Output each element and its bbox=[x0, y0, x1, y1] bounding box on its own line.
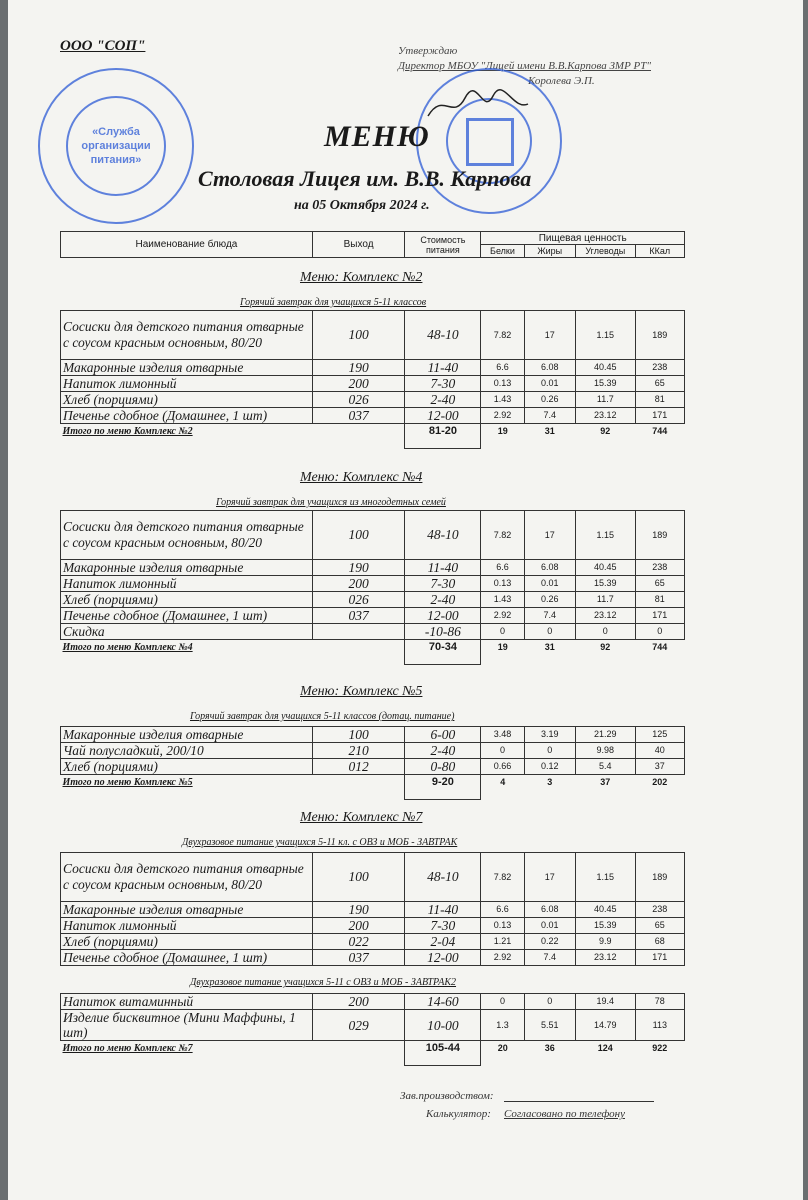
footer-production-label: Зав.производством: bbox=[400, 1090, 494, 1102]
dish-protein: 2.92 bbox=[481, 950, 524, 966]
dish-protein: 0.13 bbox=[481, 376, 524, 392]
dish-fat: 0.22 bbox=[524, 934, 575, 950]
section-total bbox=[61, 640, 685, 665]
dish-fat: 6.08 bbox=[524, 360, 575, 376]
menu-table bbox=[60, 726, 685, 800]
dish-carbs: 14.79 bbox=[576, 1010, 636, 1041]
dish-carbs: 40.45 bbox=[576, 360, 636, 376]
dish-kcal: 65 bbox=[635, 376, 684, 392]
dish-protein: 0.66 bbox=[481, 759, 524, 775]
dish-kcal: 171 bbox=[635, 950, 684, 966]
dish-kcal: 65 bbox=[635, 576, 684, 592]
header-output: Выход bbox=[312, 232, 405, 258]
dish-name: Сосиски для детского питания отварные с соусом красным основным, 80/20 bbox=[61, 511, 313, 560]
dish-carbs: 9.9 bbox=[576, 934, 636, 950]
dish-name: Макаронные изделия отварные bbox=[61, 727, 313, 743]
menu-row bbox=[61, 624, 685, 640]
dish-name: Скидка bbox=[61, 624, 313, 640]
dish-fat: 6.08 bbox=[524, 902, 575, 918]
dish-fat: 7.4 bbox=[524, 608, 575, 624]
dish-protein: 6.6 bbox=[481, 902, 524, 918]
dish-kcal: 81 bbox=[635, 592, 684, 608]
menu-row bbox=[61, 392, 685, 408]
section-subtitle-2: Двухразовое питание учащихся 5-11 с ОВЗ и МОБ - ЗАВТРАК2 bbox=[190, 977, 457, 988]
menu-table bbox=[60, 852, 685, 966]
dish-protein: 1.43 bbox=[481, 592, 524, 608]
dish-price: 12-00 bbox=[405, 608, 481, 624]
total-price: 105-44 bbox=[405, 1041, 481, 1066]
dish-carbs: 23.12 bbox=[576, 408, 636, 424]
total-price: 81-20 bbox=[405, 424, 481, 449]
dish-protein: 0 bbox=[481, 743, 524, 759]
header-price: Стоимость питания bbox=[405, 232, 481, 258]
dish-fat: 0.26 bbox=[524, 592, 575, 608]
dish-carbs: 15.39 bbox=[576, 576, 636, 592]
total-fat: 31 bbox=[544, 426, 555, 436]
dish-price: 2-04 bbox=[405, 934, 481, 950]
total-fat: 3 bbox=[547, 777, 553, 787]
page-subtitle: Столовая Лицея им. В.В. Карпова bbox=[198, 166, 532, 191]
section-total bbox=[61, 424, 685, 449]
dish-kcal: 189 bbox=[635, 311, 684, 360]
total-carbs: 92 bbox=[600, 426, 611, 436]
dish-name: Сосиски для детского питания отварные с соусом красным основным, 80/20 bbox=[61, 853, 313, 902]
organization-stamp bbox=[38, 68, 194, 224]
dish-name: Сосиски для детского питания отварные с соусом красным основным, 80/20 bbox=[61, 311, 313, 360]
dish-output: 037 bbox=[312, 950, 405, 966]
dish-fat: 0.26 bbox=[524, 392, 575, 408]
menu-row bbox=[61, 994, 685, 1010]
dish-carbs: 23.12 bbox=[576, 950, 636, 966]
dish-output: 190 bbox=[312, 360, 405, 376]
footer-calculator-label: Калькулятор: bbox=[426, 1108, 491, 1120]
dish-carbs: 21.29 bbox=[576, 727, 636, 743]
dish-kcal: 113 bbox=[635, 1010, 684, 1041]
dish-name: Чай полусладкий, 200/10 bbox=[61, 743, 313, 759]
section-subtitle: Двухразовое питание учащихся 5-11 кл. с ОВЗ и МОБ - ЗАВТРАК bbox=[182, 837, 458, 848]
dish-kcal: 238 bbox=[635, 902, 684, 918]
dish-carbs: 19.4 bbox=[576, 994, 636, 1010]
dish-kcal: 238 bbox=[635, 560, 684, 576]
total-kcal: 922 bbox=[652, 1043, 668, 1053]
menu-row bbox=[61, 950, 685, 966]
dish-carbs: 0 bbox=[576, 624, 636, 640]
total-label: Итого по меню Комплекс №7 bbox=[62, 1043, 193, 1054]
dish-price: 10-00 bbox=[405, 1010, 481, 1041]
total-kcal: 202 bbox=[652, 777, 668, 787]
dish-name: Печенье сдобное (Домашнее, 1 шт) bbox=[61, 950, 313, 966]
dish-kcal: 65 bbox=[635, 918, 684, 934]
dish-price: 2-40 bbox=[405, 592, 481, 608]
dish-protein: 7.82 bbox=[481, 511, 524, 560]
dish-output: 026 bbox=[312, 592, 405, 608]
stamp-text: «Служба организации питания» bbox=[66, 96, 166, 196]
total-protein: 19 bbox=[497, 642, 508, 652]
dish-kcal: 189 bbox=[635, 853, 684, 902]
total-fat: 31 bbox=[544, 642, 555, 652]
dish-carbs: 40.45 bbox=[576, 560, 636, 576]
dish-kcal: 171 bbox=[635, 608, 684, 624]
dish-protein: 1.43 bbox=[481, 392, 524, 408]
dish-output: 210 bbox=[312, 743, 405, 759]
dish-protein: 0 bbox=[481, 624, 524, 640]
dish-fat: 17 bbox=[524, 311, 575, 360]
dish-fat: 7.4 bbox=[524, 408, 575, 424]
signature bbox=[423, 86, 533, 126]
dish-output: 026 bbox=[312, 392, 405, 408]
dish-name: Изделие бисквитное (Мини Маффины, 1 шт) bbox=[61, 1010, 313, 1041]
dish-output: 190 bbox=[312, 902, 405, 918]
dish-output: 022 bbox=[312, 934, 405, 950]
dish-price: 7-30 bbox=[405, 376, 481, 392]
dish-output: 100 bbox=[312, 311, 405, 360]
dish-protein: 2.92 bbox=[481, 408, 524, 424]
dish-output: 037 bbox=[312, 608, 405, 624]
dish-price: 11-40 bbox=[405, 360, 481, 376]
dish-price: 48-10 bbox=[405, 311, 481, 360]
dish-name: Печенье сдобное (Домашнее, 1 шт) bbox=[61, 408, 313, 424]
dish-output: 200 bbox=[312, 376, 405, 392]
approval-line-2: Директор МБОУ "Лицей имени В.В.Карпова ЗМР РТ" bbox=[398, 60, 651, 72]
section-subtitle: Горячий завтрак для учащихся 5-11 классов (дотац. питание) bbox=[190, 711, 455, 722]
dish-kcal: 68 bbox=[635, 934, 684, 950]
section-subtitle: Горячий завтрак для учащихся 5-11 классов bbox=[240, 297, 427, 308]
dish-price: 11-40 bbox=[405, 560, 481, 576]
header-protein: Белки bbox=[481, 245, 524, 258]
dish-name: Напиток лимонный bbox=[61, 376, 313, 392]
total-fat: 36 bbox=[544, 1043, 555, 1053]
total-protein: 19 bbox=[497, 426, 508, 436]
section-total bbox=[61, 775, 685, 800]
dish-price: 7-30 bbox=[405, 918, 481, 934]
total-protein: 20 bbox=[497, 1043, 508, 1053]
dish-name: Напиток лимонный bbox=[61, 918, 313, 934]
page-title: МЕНЮ bbox=[324, 120, 430, 153]
dish-output: 100 bbox=[312, 853, 405, 902]
menu-row bbox=[61, 511, 685, 560]
menu-row bbox=[61, 592, 685, 608]
dish-carbs: 1.15 bbox=[576, 853, 636, 902]
menu-row bbox=[61, 1010, 685, 1041]
dish-kcal: 0 bbox=[635, 624, 684, 640]
dish-carbs: 11.7 bbox=[576, 592, 636, 608]
table-header bbox=[60, 231, 685, 258]
header-dish: Наименование блюда bbox=[61, 232, 313, 258]
dish-protein: 7.82 bbox=[481, 853, 524, 902]
approval-line-3: Королева Э.П. bbox=[528, 75, 595, 87]
menu-row bbox=[61, 608, 685, 624]
dish-fat: 0.01 bbox=[524, 576, 575, 592]
dish-price: 12-00 bbox=[405, 950, 481, 966]
footer-calculator-value: Согласовано по телефону bbox=[504, 1108, 625, 1120]
dish-protein: 7.82 bbox=[481, 311, 524, 360]
dish-protein: 2.92 bbox=[481, 608, 524, 624]
total-price: 70-34 bbox=[405, 640, 481, 665]
dish-protein: 1.21 bbox=[481, 934, 524, 950]
footer-production-line bbox=[504, 1101, 654, 1102]
menu-row bbox=[61, 743, 685, 759]
total-label: Итого по меню Комплекс №4 bbox=[62, 642, 193, 653]
dish-fat: 0 bbox=[524, 743, 575, 759]
dish-kcal: 40 bbox=[635, 743, 684, 759]
total-price: 9-20 bbox=[405, 775, 481, 800]
dish-protein: 3.48 bbox=[481, 727, 524, 743]
dish-name: Напиток лимонный bbox=[61, 576, 313, 592]
dish-protein: 6.6 bbox=[481, 560, 524, 576]
dish-price: 6-00 bbox=[405, 727, 481, 743]
dish-protein: 0.13 bbox=[481, 918, 524, 934]
dish-fat: 3.19 bbox=[524, 727, 575, 743]
dish-kcal: 81 bbox=[635, 392, 684, 408]
menu-document bbox=[8, 0, 803, 1200]
dish-output: 100 bbox=[312, 727, 405, 743]
dish-output: 029 bbox=[312, 1010, 405, 1041]
header-fat: Жиры bbox=[524, 245, 575, 258]
dish-kcal: 238 bbox=[635, 360, 684, 376]
header-carbs: Углеводы bbox=[575, 245, 635, 258]
dish-kcal: 37 bbox=[635, 759, 684, 775]
dish-protein: 6.6 bbox=[481, 360, 524, 376]
total-label: Итого по меню Комплекс №5 bbox=[62, 777, 193, 788]
menu-row bbox=[61, 727, 685, 743]
total-carbs: 124 bbox=[597, 1043, 613, 1053]
dish-protein: 0.13 bbox=[481, 576, 524, 592]
dish-kcal: 125 bbox=[635, 727, 684, 743]
dish-price: 2-40 bbox=[405, 392, 481, 408]
menu-row bbox=[61, 902, 685, 918]
dish-price: 11-40 bbox=[405, 902, 481, 918]
dish-kcal: 171 bbox=[635, 408, 684, 424]
menu-table bbox=[60, 510, 685, 665]
menu-row bbox=[61, 311, 685, 360]
dish-name: Хлеб (порциями) bbox=[61, 759, 313, 775]
dish-fat: 17 bbox=[524, 853, 575, 902]
dish-carbs: 15.39 bbox=[576, 918, 636, 934]
menu-row bbox=[61, 918, 685, 934]
section-total bbox=[61, 1041, 685, 1066]
dish-kcal: 78 bbox=[635, 994, 684, 1010]
total-carbs: 92 bbox=[600, 642, 611, 652]
dish-carbs: 1.15 bbox=[576, 511, 636, 560]
dish-protein: 1.3 bbox=[481, 1010, 524, 1041]
total-carbs: 37 bbox=[600, 777, 611, 787]
dish-output: 200 bbox=[312, 994, 405, 1010]
dish-name: Хлеб (порциями) bbox=[61, 592, 313, 608]
dish-output bbox=[312, 624, 405, 640]
section-title: Меню: Комплекс №5 bbox=[300, 684, 423, 699]
dish-name: Напиток витаминный bbox=[61, 994, 313, 1010]
dish-price: 48-10 bbox=[405, 511, 481, 560]
section-title: Меню: Комплекс №7 bbox=[300, 810, 423, 825]
menu-row bbox=[61, 360, 685, 376]
dish-name: Печенье сдобное (Домашнее, 1 шт) bbox=[61, 608, 313, 624]
dish-price: 48-10 bbox=[405, 853, 481, 902]
menu-row bbox=[61, 376, 685, 392]
organization-name: ООО "СОП" bbox=[60, 38, 146, 54]
dish-name: Хлеб (порциями) bbox=[61, 934, 313, 950]
dish-price: 14-60 bbox=[405, 994, 481, 1010]
dish-fat: 0.01 bbox=[524, 918, 575, 934]
dish-fat: 7.4 bbox=[524, 950, 575, 966]
dish-output: 200 bbox=[312, 918, 405, 934]
total-kcal: 744 bbox=[652, 642, 668, 652]
dish-price: 2-40 bbox=[405, 743, 481, 759]
section-title: Меню: Комплекс №4 bbox=[300, 470, 423, 485]
dish-fat: 0 bbox=[524, 624, 575, 640]
menu-row bbox=[61, 576, 685, 592]
dish-price: 12-00 bbox=[405, 408, 481, 424]
menu-table-2 bbox=[60, 993, 685, 1066]
dish-price: 7-30 bbox=[405, 576, 481, 592]
dish-fat: 0.12 bbox=[524, 759, 575, 775]
dish-name: Хлеб (порциями) bbox=[61, 392, 313, 408]
menu-row bbox=[61, 560, 685, 576]
total-label: Итого по меню Комплекс №2 bbox=[62, 426, 193, 437]
dish-output: 200 bbox=[312, 576, 405, 592]
dish-name: Макаронные изделия отварные bbox=[61, 902, 313, 918]
total-kcal: 744 bbox=[652, 426, 668, 436]
menu-table bbox=[60, 310, 685, 449]
dish-carbs: 15.39 bbox=[576, 376, 636, 392]
dish-carbs: 9.98 bbox=[576, 743, 636, 759]
menu-row bbox=[61, 934, 685, 950]
dish-name: Макаронные изделия отварные bbox=[61, 560, 313, 576]
header-nutrition: Пищевая ценность bbox=[481, 232, 685, 245]
dish-price: 0-80 bbox=[405, 759, 481, 775]
section-subtitle: Горячий завтрак для учащихся из многодетных семей bbox=[216, 497, 446, 508]
dish-fat: 5.51 bbox=[524, 1010, 575, 1041]
dish-kcal: 189 bbox=[635, 511, 684, 560]
dish-output: 190 bbox=[312, 560, 405, 576]
dish-carbs: 1.15 bbox=[576, 311, 636, 360]
dish-output: 012 bbox=[312, 759, 405, 775]
dish-carbs: 5.4 bbox=[576, 759, 636, 775]
dish-name: Макаронные изделия отварные bbox=[61, 360, 313, 376]
dish-price: -10-86 bbox=[405, 624, 481, 640]
dish-protein: 0 bbox=[481, 994, 524, 1010]
dish-carbs: 23.12 bbox=[576, 608, 636, 624]
total-protein: 4 bbox=[500, 777, 506, 787]
dish-fat: 0 bbox=[524, 994, 575, 1010]
dish-carbs: 11.7 bbox=[576, 392, 636, 408]
approval-line-1: Утверждаю bbox=[398, 45, 458, 57]
dish-fat: 17 bbox=[524, 511, 575, 560]
menu-row bbox=[61, 759, 685, 775]
dish-fat: 0.01 bbox=[524, 376, 575, 392]
section-title: Меню: Комплекс №2 bbox=[300, 270, 423, 285]
dish-fat: 6.08 bbox=[524, 560, 575, 576]
menu-date: на 05 Октября 2024 г. bbox=[294, 198, 430, 213]
header-kcal: ККал bbox=[635, 245, 684, 258]
menu-row bbox=[61, 408, 685, 424]
dish-carbs: 40.45 bbox=[576, 902, 636, 918]
menu-row bbox=[61, 853, 685, 902]
dish-output: 037 bbox=[312, 408, 405, 424]
dish-output: 100 bbox=[312, 511, 405, 560]
